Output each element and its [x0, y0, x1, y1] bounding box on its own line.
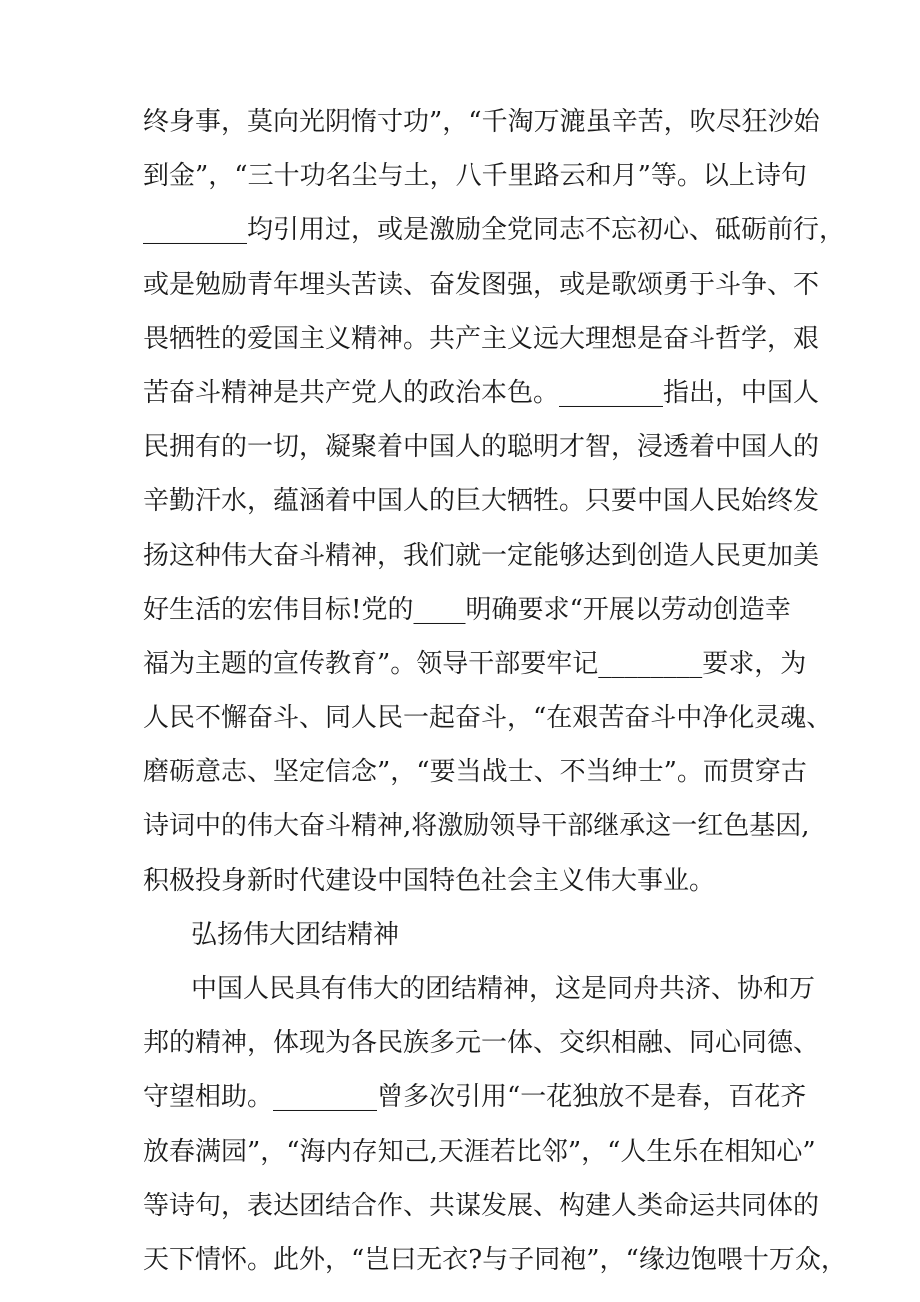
body-line: 或是勉励青年埋头苦读、奋发图强，或是歌颂勇于斗争、不 [143, 269, 820, 300]
body-line: 邦的精神，体现为各民族多元一体、交织相融、同心同德、 [143, 1028, 820, 1059]
body-line: 磨砺意志、坚定信念”，“要当战士、不当绅士”。而贯穿古 [143, 757, 807, 788]
body-line: 到金”，“三十功名尘与土，八千里路云和月”等。以上诗句 [143, 161, 807, 192]
body-line: 辛勤汗水，蕴涵着中国人的巨大牺牲。只要中国人民始终发 [143, 486, 820, 517]
section-heading: 弘扬伟大团结精神 [191, 919, 400, 950]
paragraph-end-line: 积极投身新时代建设中国特色社会主义伟大事业。 [143, 865, 716, 896]
body-line: 扬这种伟大奋斗精神，我们就一定能够达到创造人民更加美 [143, 540, 820, 571]
body-line: 苦奋斗精神是共产党人的政治本色。________指出，中国人 [143, 377, 820, 408]
body-line: 福为主题的宣传教育”。领导干部要牢记________要求，为 [143, 648, 807, 679]
body-line: 好生活的宏伟目标!党的____明确要求“开展以劳动创造幸 [143, 594, 791, 625]
body-line: ________均引用过，或是激励全党同志不忘初心、砥砺前行， [143, 215, 846, 246]
document-body [143, 95, 847, 1287]
body-line: 守望相助。________曾多次引用“一花独放不是春，百花齐 [143, 1082, 807, 1113]
body-line: 诗词中的伟大奋斗精神,将激励领导干部继承这一红色基因, [143, 811, 810, 842]
body-line: 终身事，莫向光阴惰寸功”，“千淘万漉虽辛苦，吹尽狂沙始 [143, 107, 820, 137]
body-line: 天下情怀。此外，“岂曰无衣?与子同袍”，“缘边饱喂十万众， [143, 1244, 847, 1275]
body-line: 等诗句，表达团结合作、共谋发展、构建人类命运共同体的 [143, 1190, 820, 1221]
body-line: 放春满园”，“海内存知己,天涯若比邻”，“人生乐在相知心” [143, 1136, 816, 1167]
body-line: 民拥有的一切，凝聚着中国人的聪明才智，浸透着中国人的 [143, 432, 820, 463]
paragraph-first-line: 中国人民具有伟大的团结精神，这是同舟共济、协和万 [191, 974, 816, 1004]
body-line: 畏牺牲的爱国主义精神。共产主义远大理想是奋斗哲学，艰 [143, 323, 820, 354]
body-line: 人民不懈奋斗、同人民一起奋斗，“在艰苦奋斗中净化灵魂、 [143, 703, 833, 734]
